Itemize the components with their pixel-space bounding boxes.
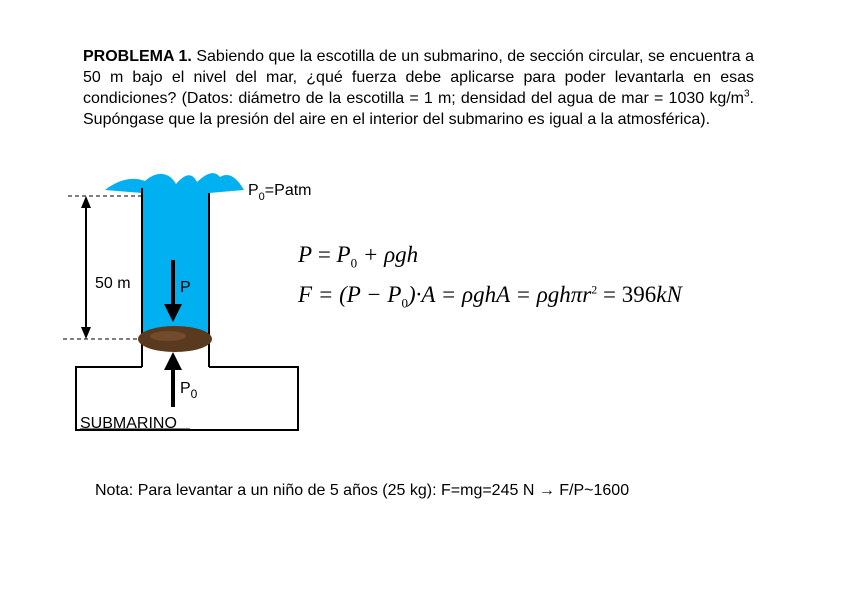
eq1-equals: = <box>312 242 337 267</box>
eq1-p0-sub: 0 <box>350 255 358 271</box>
problem-text-sup: 3 <box>743 88 750 100</box>
problem-label: PROBLEMA 1. <box>83 48 192 65</box>
eq2-c: )· <box>407 282 422 307</box>
pressure-up-label: $P_0$ <box>180 380 198 401</box>
depth-label: 50 m <box>95 275 131 292</box>
eq2-e: = 396 <box>597 282 657 307</box>
equation-force <box>298 282 682 311</box>
eq2-b: = (P − <box>312 282 388 307</box>
submarine-label: SUBMARINO <box>80 415 177 432</box>
eq2-unit: kN <box>656 282 682 307</box>
equation-pressure <box>298 242 419 271</box>
pressure-down-label: P <box>180 279 191 296</box>
depth-arrowhead-bottom <box>81 327 91 339</box>
eq1-p0: P <box>336 242 351 267</box>
eq2-d: A = ρghA = ρghπr <box>421 282 592 307</box>
eq2-p0: P <box>387 282 402 307</box>
problem-text-2: . Supóngase que la presión del aire en el interior del submarino es igual a la atmosférica). <box>83 90 754 128</box>
problem-text-1: Sabiendo que la escotilla de un submarino, de sección circular, se encuentra a 50 m bajo el nivel del mar, ¿qué fuerza debe aplicarse para poder levantarla en esas condiciones? (Datos: diámetro de la escotilla = 1 m; densidad del agua de mar = 1030 kg/m <box>83 48 755 107</box>
eq2-a: F <box>298 282 313 307</box>
surface-pressure-label: $P_0=Patm$ <box>248 182 312 203</box>
eq2-p0-sub: 0 <box>401 295 408 311</box>
arrow-up-icon <box>164 352 182 370</box>
eq1-lhs: P <box>298 242 313 267</box>
eq2-sup: 2 <box>591 282 598 297</box>
note: Nota: Para levantar a un niño de 5 años (25 kg): F=mg=245 N → F/P~1600 <box>95 482 630 499</box>
eq1-rest: + ρgh <box>357 242 419 267</box>
depth-arrowhead-top <box>81 196 91 208</box>
water-surface-wave <box>105 173 244 193</box>
